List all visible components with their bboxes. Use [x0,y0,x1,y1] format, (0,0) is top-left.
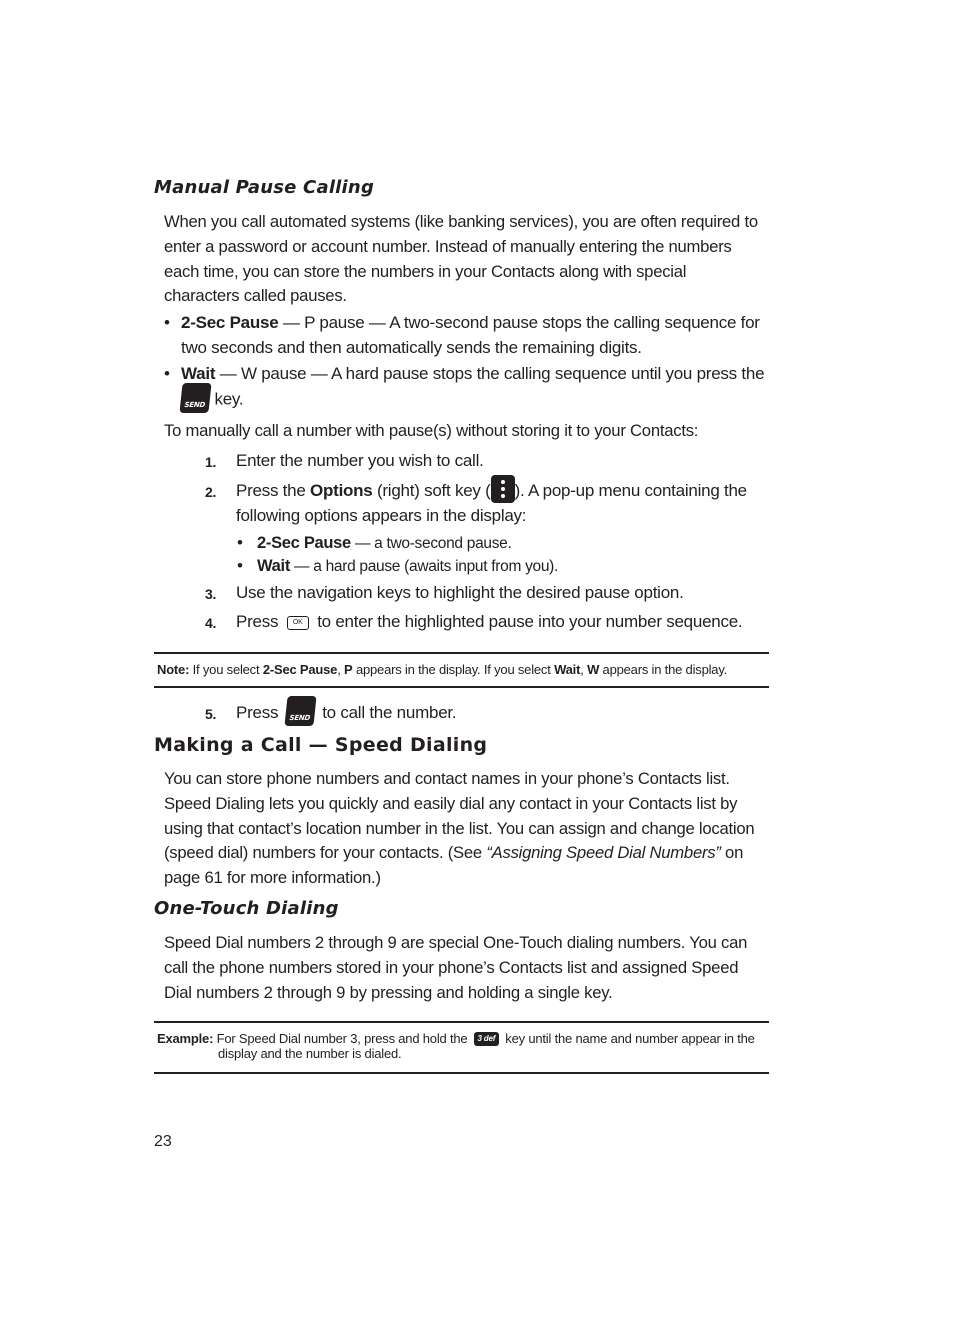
page-number: 23 [154,1133,172,1150]
step-text: Press [236,703,279,722]
cross-reference: “Assigning Speed Dial Numbers” [486,843,721,863]
note-bottom-rule [154,686,769,688]
bullet-term: 2-Sec Pause [181,313,279,332]
heading-manual-pause-calling: Manual Pause Calling [154,177,375,198]
step-number: 3. [205,586,217,602]
step-number: 5. [205,706,217,722]
example-bottom-rule [154,1072,769,1074]
bullet-dot: • [164,364,170,383]
step-text: ). A pop-up menu containing the [514,481,747,500]
options-term: Options [310,481,373,500]
bullet-dot: • [164,313,170,332]
three-key-icon: 3 def [474,1032,499,1046]
bullet-text: — P pause — A two-second pause stops the calling sequence for two seconds and then automatically sends the remaining digits. [181,313,760,357]
step-text: Press the [236,481,311,500]
bullet-text: — W pause — A hard pause stops the calling sequence until you press the [215,364,765,383]
send-key-icon: SEND [179,383,211,413]
step-text: to call the number. [322,703,457,722]
ok-key-icon: OK [287,616,309,630]
step-text: Press [236,612,279,631]
bullet-text-after: key. [210,389,244,409]
manual-pause-lead-in: To manually call a number with pause(s) without storing it to your Contacts: [164,421,699,440]
step-number: 2. [205,484,217,500]
step-text: Use the navigation keys to highlight the desired pause option. [236,583,684,602]
sub-bullet-term: Wait [257,557,291,575]
send-key-icon: SEND [284,696,316,726]
speed-dial-paragraph: You can store phone numbers and contact names in your phone’s Contacts list. Speed Dialing lets you quickly and easily dial any contact in your Contacts list by using that contact’s location number in the list. You can assign and change location (speed dial) numbers for your contacts. (See “Assigning Speed Dial Numbers” on page 61 for more information.) [164,769,755,888]
note-top-rule [154,652,769,654]
example-top-rule [154,1021,769,1023]
bullet-dot: • [237,533,243,552]
sub-bullet-text: — a hard pause (awaits input from you). [290,558,559,575]
step-text: (right) soft key ( [372,481,491,500]
bullet-dot: • [237,556,243,575]
heading-one-touch-dialing: One-Touch Dialing [154,898,339,919]
bullet-term: Wait [181,364,216,383]
step-number: 1. [205,454,217,470]
note-box: Note: If you select 2-Sec Pause, P appears in the display. If you select Wait, W appears in the display. [157,662,728,677]
note-label: Note: [157,662,190,677]
step-text: following options appears in the display: [236,505,527,525]
example-box: Example: For Speed Dial number 3, press and hold the 3 def key until the name and number appear in the display and the number is dialed. [157,1031,755,1061]
step-text: Enter the number you wish to call. [236,451,484,470]
sub-bullet-term: 2-Sec Pause [257,534,351,552]
step-number: 4. [205,615,217,631]
manual-pause-intro: When you call automated systems (like banking services), you are often required to enter a password or account number. Instead of manually entering the numbers each time, you can store the numbers in your Contacts along with special characters called pauses. [164,212,758,306]
options-key-icon [491,475,515,503]
heading-speed-dialing: Making a Call — Speed Dialing [154,734,488,756]
example-label: Example: [157,1031,214,1046]
step-text: to enter the highlighted pause into your number sequence. [317,612,743,631]
one-touch-paragraph: Speed Dial numbers 2 through 9 are special One-Touch dialing numbers. You can call the phone numbers stored in your phone’s Contacts list and assigned Speed Dial numbers 2 through 9 by pressing and holding a single key. [164,933,748,1002]
sub-bullet-text: — a two-second pause. [350,535,512,552]
